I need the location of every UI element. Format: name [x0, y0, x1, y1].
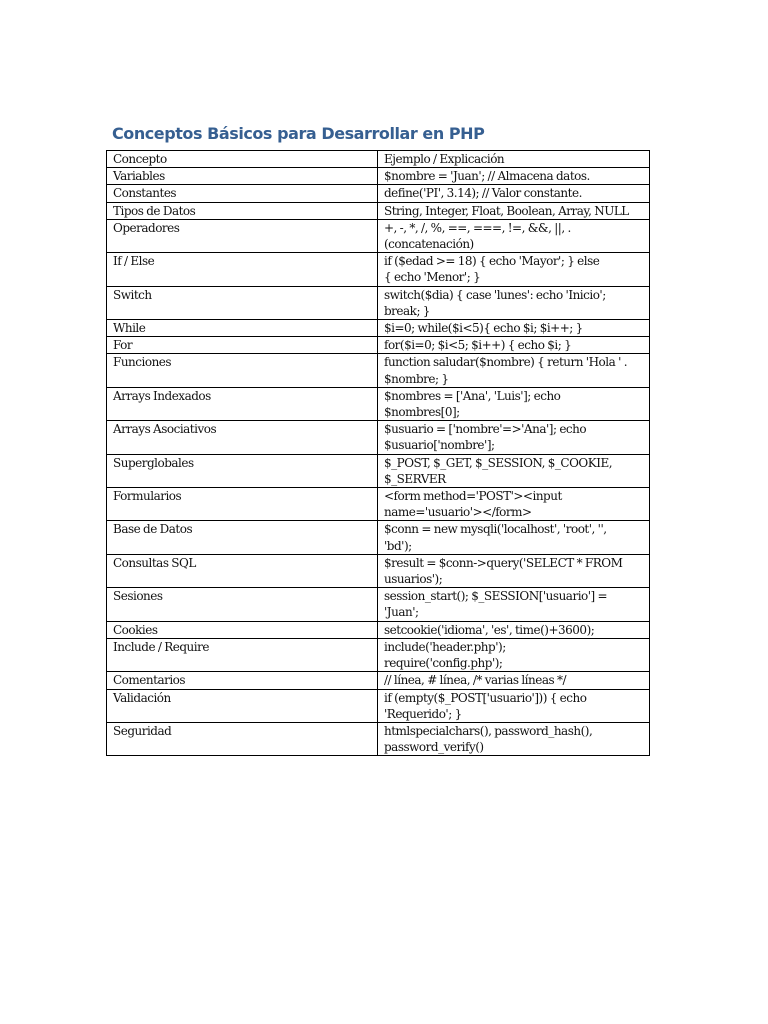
example-text — [384, 185, 643, 201]
example-text — [384, 639, 643, 671]
concept-label: Superglobales — [113, 455, 194, 470]
table-row — [107, 168, 650, 185]
example-cell — [378, 219, 650, 252]
concept-label: Arrays Asociativos — [113, 422, 217, 437]
example-line: { echo 'Menor'; } — [384, 270, 481, 285]
concepts-table-body — [107, 151, 650, 756]
page-title: Conceptos Básicos para Desarrollar en PHP — [112, 124, 485, 143]
example-line: for($i=0; $i<5; $i++) { echo $i; } — [384, 338, 572, 353]
concept-label: Operadores — [113, 220, 180, 235]
example-line: break; } — [384, 303, 430, 318]
concept-cell — [107, 219, 378, 252]
example-text — [384, 690, 643, 722]
example-text — [384, 337, 643, 353]
table-row — [107, 320, 650, 337]
example-text — [384, 354, 643, 386]
example-cell — [378, 621, 650, 638]
example-line: (concatenación) — [384, 237, 474, 252]
concept-label: For — [113, 338, 133, 353]
example-text — [384, 488, 643, 520]
example-cell — [378, 488, 650, 521]
header-example-label: Ejemplo / Explicación — [384, 152, 505, 166]
concept-label: Constantes — [113, 186, 177, 201]
table-row — [107, 337, 650, 354]
table-row — [107, 621, 650, 638]
concept-label: Seguridad — [113, 723, 172, 738]
example-cell — [378, 521, 650, 554]
table-row — [107, 185, 650, 202]
example-text — [384, 388, 643, 420]
concept-label: Comentarios — [113, 673, 186, 688]
concept-label: Cookies — [113, 622, 158, 637]
example-line: // línea, # línea, /* varias líneas */ — [384, 673, 567, 688]
example-line: name='usuario'></form> — [384, 505, 532, 520]
example-cell — [378, 638, 650, 671]
concept-label: Formularios — [113, 489, 182, 504]
example-cell — [378, 337, 650, 354]
concept-cell — [107, 185, 378, 202]
concept-label: Variables — [113, 169, 165, 184]
header-cell-example — [378, 151, 650, 168]
example-cell — [378, 421, 650, 454]
example-line: $nombres[0]; — [384, 405, 460, 420]
concept-cell — [107, 354, 378, 387]
concept-cell — [107, 638, 378, 671]
example-cell — [378, 286, 650, 319]
example-text — [384, 672, 643, 688]
header-concept-label: Concepto — [113, 152, 167, 166]
table-row — [107, 521, 650, 554]
concept-label: Switch — [113, 287, 152, 302]
example-text — [384, 521, 643, 553]
concept-cell — [107, 672, 378, 689]
example-line: $_POST, $_GET, $_SESSION, $_COOKIE, — [384, 455, 613, 470]
table-row — [107, 354, 650, 387]
example-line: String, Integer, Float, Boolean, Array, NULL — [384, 203, 629, 218]
example-line: setcookie('idioma', 'es', time()+3600); — [384, 622, 595, 637]
concept-cell — [107, 202, 378, 219]
example-line: $conn = new mysqli('localhost', 'root', '', — [384, 522, 607, 537]
example-text — [384, 723, 643, 755]
example-cell — [378, 588, 650, 621]
concept-label: Funciones — [113, 355, 172, 370]
example-cell — [378, 672, 650, 689]
example-line: $usuario['nombre']; — [384, 438, 495, 453]
concept-label: Tipos de Datos — [113, 203, 196, 218]
example-line: 'bd'); — [384, 538, 412, 553]
example-text — [384, 220, 643, 252]
concept-cell — [107, 722, 378, 755]
example-cell — [378, 253, 650, 286]
concept-label: Arrays Indexados — [113, 388, 211, 403]
example-cell — [378, 722, 650, 755]
concept-label: Base de Datos — [113, 522, 193, 537]
example-line: $result = $conn->query('SELECT * FROM — [384, 555, 623, 570]
table-row — [107, 454, 650, 487]
example-text — [384, 455, 643, 487]
example-line: require('config.php'); — [384, 656, 503, 671]
table-row — [107, 722, 650, 755]
example-cell — [378, 554, 650, 587]
header-cell-concept — [107, 151, 378, 168]
example-line: 'Juan'; — [384, 605, 419, 620]
example-text — [384, 588, 643, 620]
example-text — [384, 287, 643, 319]
example-line: include('header.php'); — [384, 639, 506, 654]
example-text — [384, 421, 643, 453]
example-text — [384, 622, 643, 638]
example-line: $nombre = 'Juan'; // Almacena datos. — [384, 169, 590, 184]
example-line: function saludar($nombre) { return 'Hola ' . — [384, 355, 628, 370]
example-line: $nombres = ['Ana', 'Luis']; echo — [384, 388, 561, 403]
example-cell — [378, 168, 650, 185]
concept-cell — [107, 337, 378, 354]
example-text — [384, 168, 643, 184]
table-row — [107, 588, 650, 621]
example-line: $i=0; while($i<5){ echo $i; $i++; } — [384, 321, 583, 336]
concept-label: Validación — [113, 690, 171, 705]
example-line: switch($dia) { case 'lunes': echo 'Inicio'; — [384, 287, 606, 302]
example-line: usuarios'); — [384, 572, 443, 587]
concept-cell — [107, 286, 378, 319]
example-cell — [378, 202, 650, 219]
example-cell — [378, 185, 650, 202]
table-row — [107, 554, 650, 587]
example-line: password_verify() — [384, 740, 484, 755]
example-cell — [378, 387, 650, 420]
table-header-row — [107, 151, 650, 168]
concept-cell — [107, 554, 378, 587]
concept-cell — [107, 689, 378, 722]
example-line: +, -, *, /, %, ==, ===, !=, &&, ||, . — [384, 220, 571, 235]
concepts-table — [106, 150, 650, 756]
concept-label: Consultas SQL — [113, 555, 196, 570]
example-text — [384, 253, 643, 285]
table-row — [107, 202, 650, 219]
table-row — [107, 638, 650, 671]
concept-cell — [107, 320, 378, 337]
example-line: session_start(); $_SESSION['usuario'] = — [384, 589, 608, 604]
concept-label: If / Else — [113, 254, 155, 269]
table-row — [107, 387, 650, 420]
concept-cell — [107, 454, 378, 487]
example-cell — [378, 354, 650, 387]
example-line: $_SERVER — [384, 471, 446, 486]
concept-cell — [107, 421, 378, 454]
concept-cell — [107, 387, 378, 420]
example-line: 'Requerido'; } — [384, 706, 462, 721]
example-line: <form method='POST'><input — [384, 489, 562, 504]
example-line: $usuario = ['nombre'=>'Ana']; echo — [384, 422, 587, 437]
concept-cell — [107, 488, 378, 521]
example-line: if ($edad >= 18) { echo 'Mayor'; } else — [384, 254, 600, 269]
concept-cell — [107, 588, 378, 621]
table-row — [107, 672, 650, 689]
table-row — [107, 253, 650, 286]
concept-label: Include / Require — [113, 639, 209, 654]
table-row — [107, 219, 650, 252]
example-cell — [378, 320, 650, 337]
concept-cell — [107, 168, 378, 185]
example-text — [384, 320, 643, 336]
example-line: if (empty($_POST['usuario'])) { echo — [384, 690, 587, 705]
concept-cell — [107, 521, 378, 554]
concept-label: While — [113, 321, 146, 336]
example-cell — [378, 689, 650, 722]
concept-cell — [107, 621, 378, 638]
table-row — [107, 421, 650, 454]
example-line: $nombre; } — [384, 371, 449, 386]
table-row — [107, 286, 650, 319]
example-line: htmlspecialchars(), password_hash(), — [384, 723, 593, 738]
example-cell — [378, 454, 650, 487]
table-row — [107, 488, 650, 521]
table-row — [107, 689, 650, 722]
example-text — [384, 203, 643, 219]
example-line: define('PI', 3.14); // Valor constante. — [384, 186, 582, 201]
example-text — [384, 555, 643, 587]
concept-label: Sesiones — [113, 589, 163, 604]
concept-cell — [107, 253, 378, 286]
